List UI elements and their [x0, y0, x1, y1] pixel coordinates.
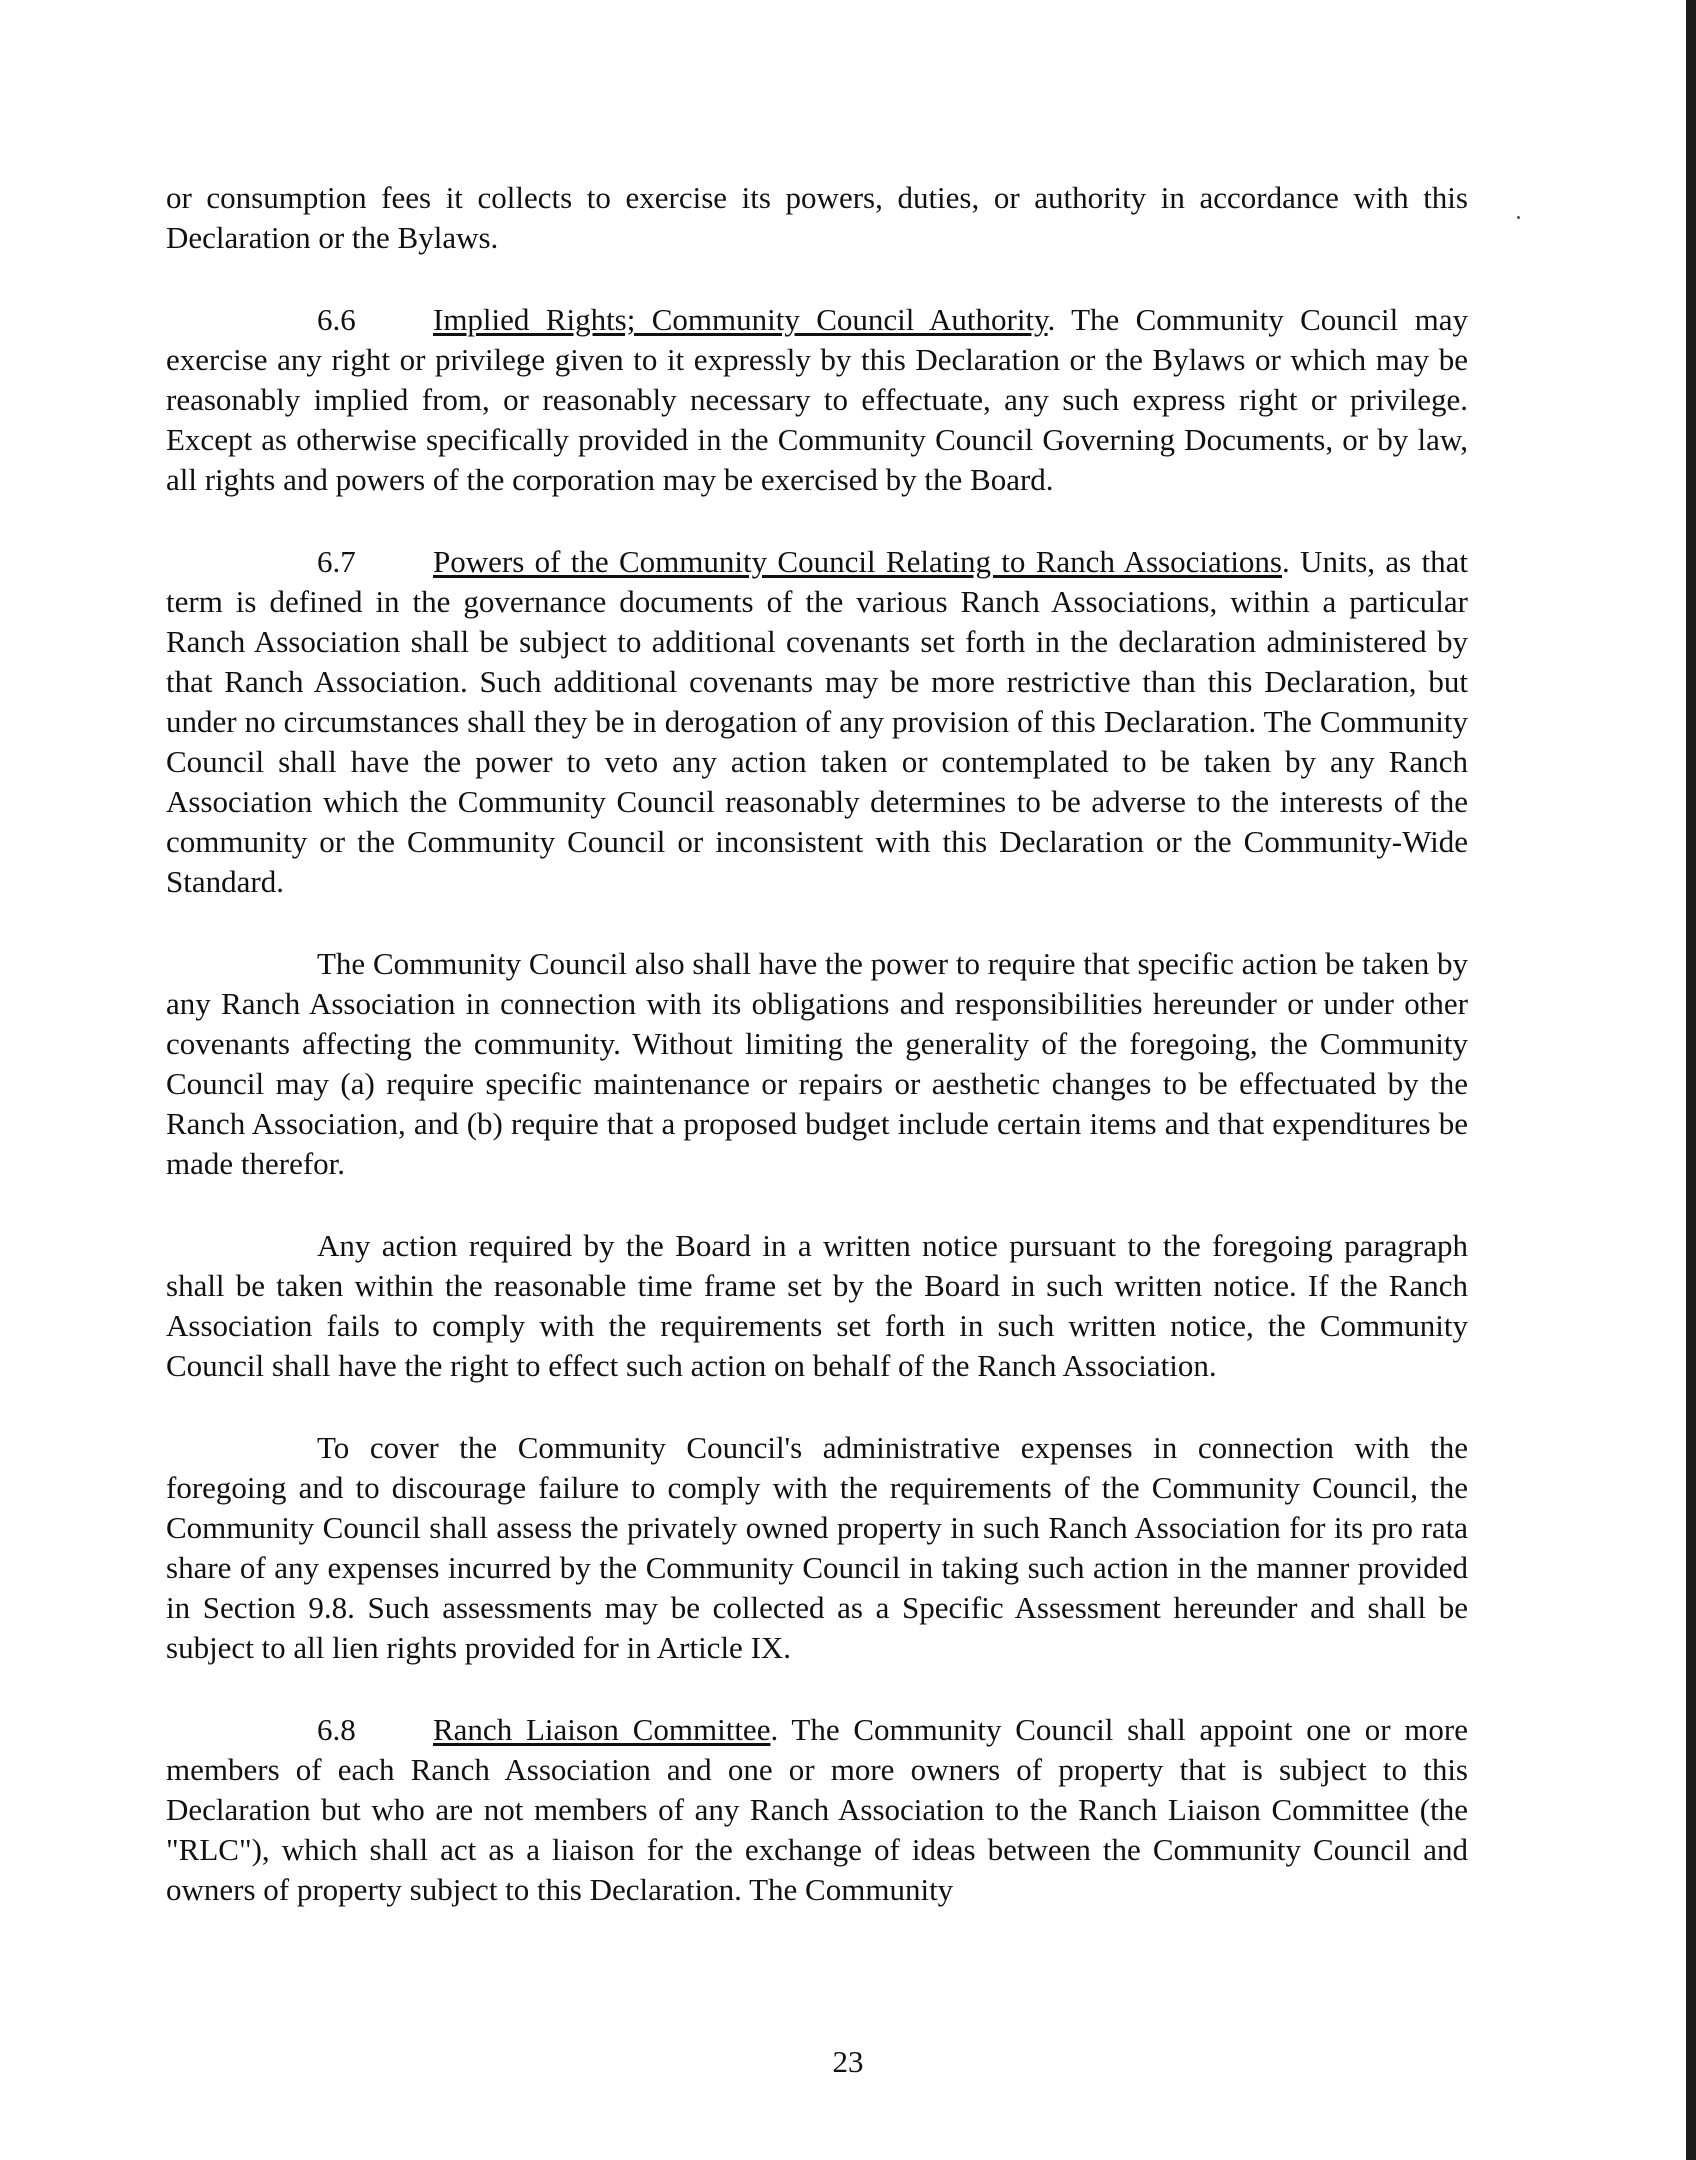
section-6-8-body: . The Community Council shall appoint one or more members of each Ranch Association and one or more owners of property that is subject to this Declaration but who are not members of any Ranch Association to the Ranch Liaison Committee (the "RLC"), which shall act as a liaison for the exchange of ideas between the Community Council and owners of property subject to this Declaration. The Community	[166, 1712, 1468, 1907]
section-6-6-title: Implied Rights; Community Council Authority	[433, 302, 1048, 337]
section-6-7	[166, 542, 1468, 902]
section-6-6-body: . The Community Council may exercise any right or privilege given to it expressly by this Declaration or the Bylaws or which may be reasonably implied from, or reasonably necessary to effectuate, any such express right or privilege. Except as otherwise specifically provided in the Community Council Governing Documents, or by law, all rights and powers of the corporation may be exercised by the Board.	[166, 302, 1468, 497]
document-body	[166, 178, 1468, 1952]
section-6-7-title: Powers of the Community Council Relating to Ranch Associations	[433, 544, 1282, 579]
paragraph-action-required: Any action required by the Board in a written notice pursuant to the foregoing paragraph shall be taken within the reasonable time frame set by the Board in such written notice. If the Ranch Association fails to comply with the requirements set forth in such written notice, the Community Council shall have the right to effect such action on behalf of the Ranch Association.	[166, 1228, 1468, 1383]
paragraph-intro: or consumption fees it collects to exercise its powers, duties, or authority in accordance with this Declaration or the Bylaws.	[166, 180, 1468, 255]
paragraph-cover-expenses: To cover the Community Council's administrative expenses in connection with the foregoing and to discourage failure to comply with the requirements of the Community Council, the Community Council shall assess the privately owned property in such Ranch Association for its pro rata share of any expenses incurred by the Community Council in taking such action in the manner provided in Section 9.8. Such assessments may be collected as a Specific Assessment hereunder and shall be subject to all lien rights provided for in Article IX.	[166, 1430, 1468, 1665]
section-6-8-number: 6.8	[317, 1712, 356, 1747]
section-6-6-number: 6.6	[317, 302, 356, 337]
paragraph-power-to-require: The Community Council also shall have the power to require that specific action be taken by any Ranch Association in connection with its obligations and responsibilities hereunder or under other covenants affecting the community. Without limiting the generality of the foregoing, the Community Council may (a) require specific maintenance or repairs or aesthetic changes to be effectuated by the Ranch Association, and (b) require that a proposed budget include certain items and that expenditures be made therefor.	[166, 946, 1468, 1181]
scan-edge-border	[1686, 0, 1696, 2160]
scan-speck	[1517, 216, 1520, 219]
section-6-8	[166, 1710, 1468, 1910]
section-6-7-body: . Units, as that term is defined in the governance documents of the various Ranch Associations, within a particular Ranch Association shall be subject to additional covenants set forth in the declaration administered by that Ranch Association. Such additional covenants may be more restrictive than this Declaration, but under no circumstances shall they be in derogation of any provision of this Declaration. The Community Council shall have the power to veto any action taken or contemplated to be taken by any Ranch Association which the Community Council reasonably determines to be adverse to the interests of the community or the Community Council or inconsistent with this Declaration or the Community-Wide Standard.	[166, 544, 1468, 899]
section-6-7-number: 6.7	[317, 544, 356, 579]
page-number: 23	[832, 2044, 864, 2079]
section-6-8-title: Ranch Liaison Committee	[433, 1712, 771, 1747]
section-6-6	[166, 300, 1468, 500]
